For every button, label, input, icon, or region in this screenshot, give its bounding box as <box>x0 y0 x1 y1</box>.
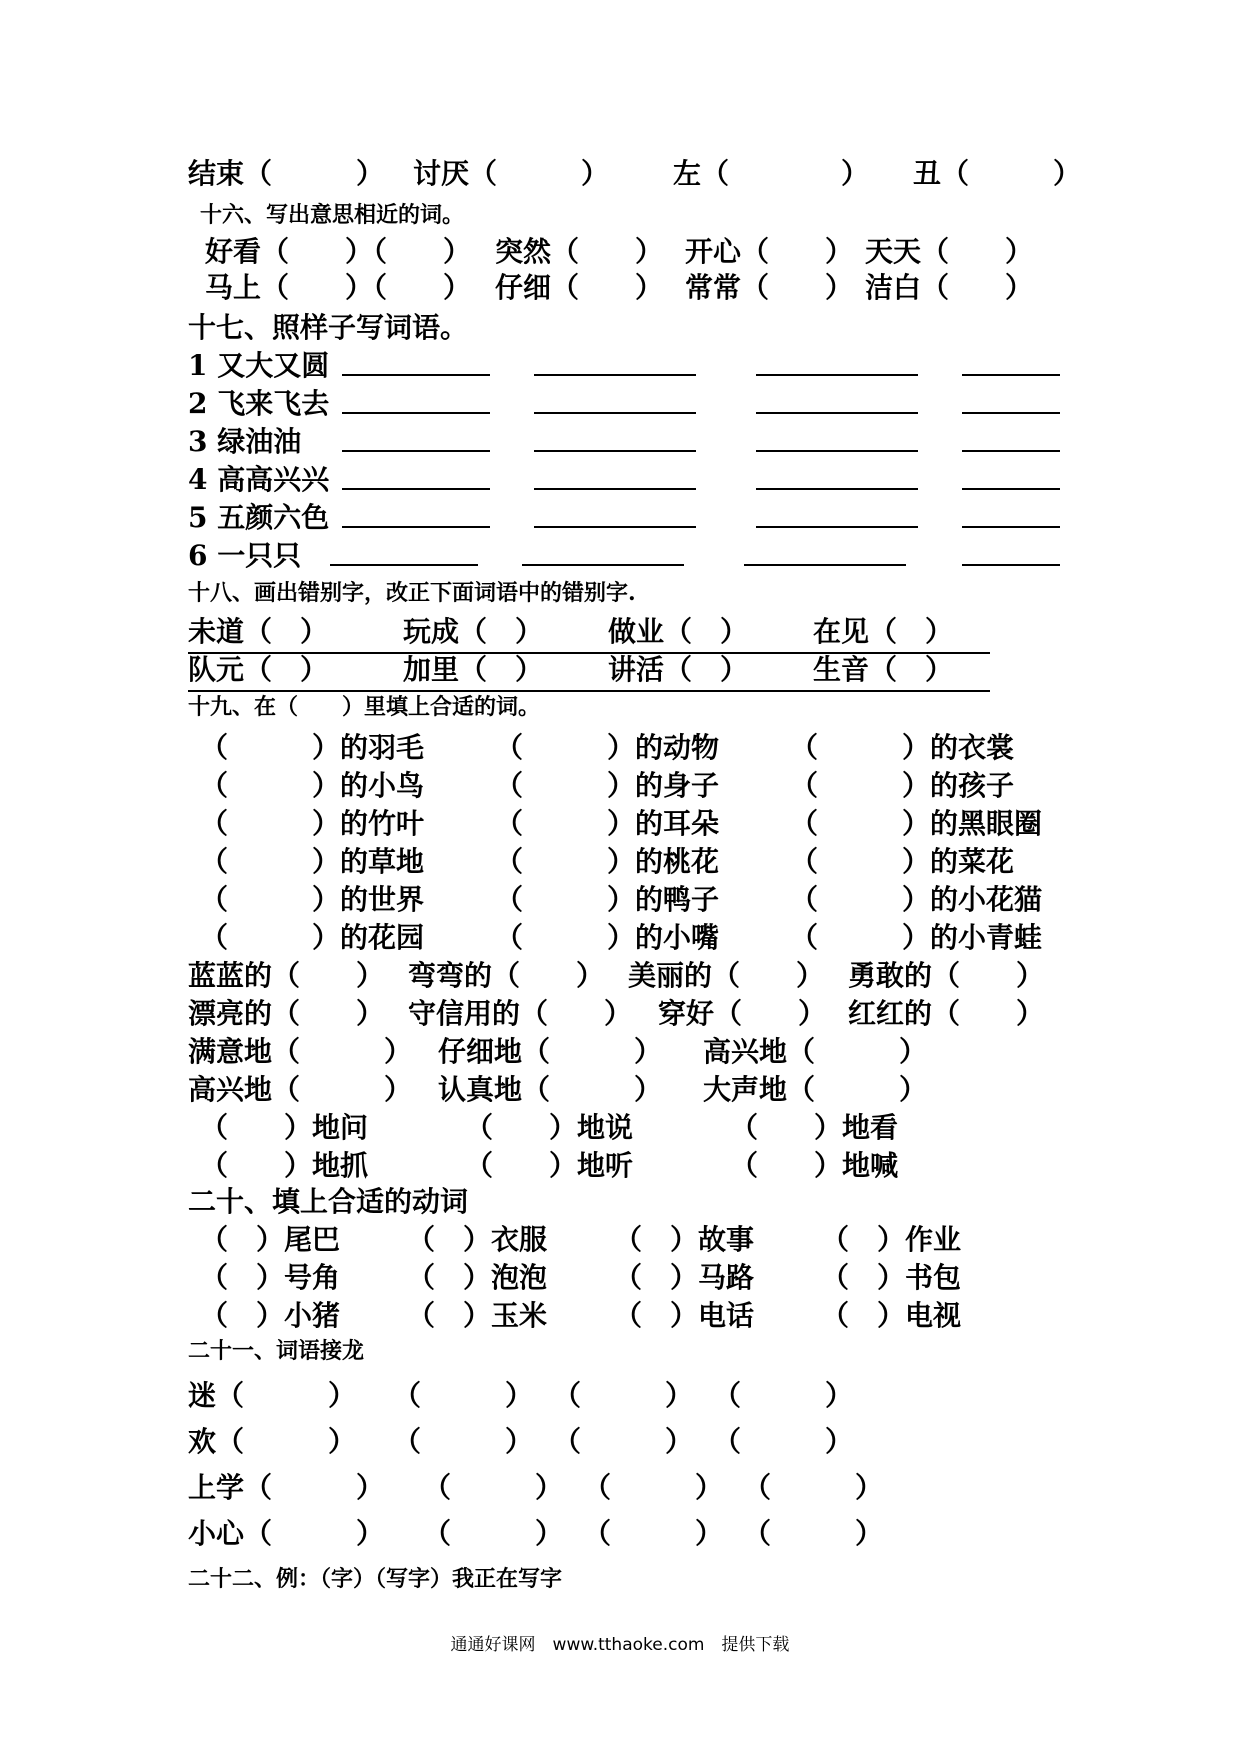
s15-item: 左（ ） <box>673 157 870 190</box>
s17-item: 6 一只只 <box>188 539 302 572</box>
fill-item: （ ）地说 <box>465 1111 634 1144</box>
fill-item: 仔细地（ ） <box>438 1035 663 1068</box>
fill-item: 红红的（ ） <box>848 997 1045 1030</box>
s16-title: 十六、写出意思相近的词。 <box>200 202 465 228</box>
verb-item: （ ）电话 <box>614 1299 755 1332</box>
chain-item: （ ） <box>583 1471 724 1504</box>
fill-item: （ ）地看 <box>730 1111 899 1144</box>
fill-item: （ ）的孩子 <box>790 769 1015 802</box>
typo-item: 加里（ ） <box>393 648 608 692</box>
answer-blank[interactable] <box>756 374 918 376</box>
fill-item: （ ）的身子 <box>495 769 720 802</box>
fill-item: （ ）的菜花 <box>790 845 1015 878</box>
fill-item: 守信用的（ ） <box>408 997 633 1030</box>
answer-blank[interactable] <box>756 526 918 528</box>
chain-item: （ ） <box>393 1425 534 1458</box>
fill-item: （ ）的小花猫 <box>790 883 1043 916</box>
synonym-item: 好看（ ）（ ） <box>205 235 472 268</box>
verb-item: （ ）作业 <box>821 1223 962 1256</box>
answer-blank[interactable] <box>342 526 490 528</box>
fill-item: （ ）的竹叶 <box>200 807 425 840</box>
verb-item: （ ）玉米 <box>407 1299 548 1332</box>
answer-blank[interactable] <box>522 564 684 566</box>
s18-title: 十八、画出错别字，改正下面词语中的错别字. <box>188 580 636 606</box>
s17-item: 2 飞来飞去 <box>188 387 330 420</box>
fill-item: （ ）的衣裳 <box>790 731 1015 764</box>
answer-blank[interactable] <box>744 564 906 566</box>
fill-item: 美丽的（ ） <box>628 959 825 992</box>
chain-item: （ ） <box>553 1425 694 1458</box>
fill-item: （ ）的小鸟 <box>200 769 425 802</box>
fill-item: 漂亮的（ ） <box>188 997 385 1030</box>
chain-item: （ ） <box>393 1379 534 1412</box>
answer-blank[interactable] <box>342 488 490 490</box>
fill-item: （ ）的小青蛙 <box>790 921 1043 954</box>
chain-item: 小心（ ） <box>188 1517 385 1550</box>
s20-title: 二十、填上合适的动词 <box>188 1185 469 1218</box>
s22-title: 二十二、例：（字）（写字）我正在写字 <box>188 1566 563 1592</box>
answer-blank[interactable] <box>534 412 696 414</box>
fill-item: 高兴地（ ） <box>188 1073 413 1106</box>
verb-item: （ ）小猪 <box>200 1299 341 1332</box>
answer-blank[interactable] <box>534 450 696 452</box>
answer-blank[interactable] <box>534 488 696 490</box>
chain-item: （ ） <box>583 1517 724 1550</box>
fill-item: （ ）的小嘴 <box>495 921 720 954</box>
typo-item: 队元（ ） <box>188 648 393 692</box>
fill-item: （ ）的草地 <box>200 845 425 878</box>
fill-item: 弯弯的（ ） <box>408 959 605 992</box>
fill-item: （ ）的羽毛 <box>200 731 425 764</box>
s21-title: 二十一、词语接龙 <box>188 1338 365 1364</box>
fill-item: 满意地（ ） <box>188 1035 413 1068</box>
fill-item: （ ）的耳朵 <box>495 807 720 840</box>
fill-item: （ ）地听 <box>465 1149 634 1182</box>
verb-item: （ ）故事 <box>614 1223 755 1256</box>
synonym-item: 开心（ ） <box>685 235 854 268</box>
answer-blank[interactable] <box>534 526 696 528</box>
s17-item: 4 高高兴兴 <box>188 463 330 496</box>
answer-blank[interactable] <box>342 412 490 414</box>
answer-blank[interactable] <box>756 488 918 490</box>
answer-blank[interactable] <box>962 412 1060 414</box>
synonym-item: 天天（ ） <box>865 235 1034 268</box>
fill-item: 高兴地（ ） <box>703 1035 928 1068</box>
chain-item: （ ） <box>743 1471 884 1504</box>
typo-item: 在见（ ） <box>803 610 990 654</box>
answer-blank[interactable] <box>330 564 478 566</box>
answer-blank[interactable] <box>962 450 1060 452</box>
answer-blank[interactable] <box>756 450 918 452</box>
chain-item: （ ） <box>423 1471 564 1504</box>
s17-item: 3 绿油油 <box>188 425 302 458</box>
s19-title: 十九、在（ ）里填上合适的词。 <box>188 694 541 720</box>
page-footer: 通通好课网 www.tthaoke.com 提供下载 <box>450 1635 790 1655</box>
verb-item: （ ）电视 <box>821 1299 962 1332</box>
chain-item: 欢（ ） <box>188 1425 357 1458</box>
verb-item: （ ）号角 <box>200 1261 341 1294</box>
s17-title: 十七、照样子写词语。 <box>188 311 469 344</box>
chain-item: （ ） <box>423 1517 564 1550</box>
s17-item: 5 五颜六色 <box>188 501 330 534</box>
typo-item: 生音（ ） <box>803 648 990 692</box>
chain-item: （ ） <box>743 1517 884 1550</box>
s15-item: 结束（ ） <box>188 157 385 190</box>
fill-item: （ ）地抓 <box>200 1149 369 1182</box>
fill-item: 认真地（ ） <box>438 1073 663 1106</box>
answer-blank[interactable] <box>534 374 696 376</box>
fill-item: （ ）的桃花 <box>495 845 720 878</box>
answer-blank[interactable] <box>962 526 1060 528</box>
verb-item: （ ）尾巴 <box>200 1223 341 1256</box>
answer-blank[interactable] <box>962 564 1060 566</box>
fill-item: （ ）的黑眼圈 <box>790 807 1043 840</box>
verb-item: （ ）衣服 <box>407 1223 548 1256</box>
fill-item: 蓝蓝的（ ） <box>188 959 385 992</box>
synonym-item: 常常（ ） <box>685 271 854 304</box>
s15-item: 讨厌（ ） <box>413 157 610 190</box>
chain-item: （ ） <box>713 1379 854 1412</box>
chain-item: 迷（ ） <box>188 1379 357 1412</box>
verb-item: （ ）泡泡 <box>407 1261 548 1294</box>
answer-blank[interactable] <box>962 374 1060 376</box>
typo-item: 做业（ ） <box>608 610 803 654</box>
chain-item: （ ） <box>553 1379 694 1412</box>
verb-item: （ ）马路 <box>614 1261 755 1294</box>
typo-item: 玩成（ ） <box>393 610 608 654</box>
answer-blank[interactable] <box>342 450 490 452</box>
synonym-item: 仔细（ ） <box>495 271 664 304</box>
chain-item: 上学（ ） <box>188 1471 385 1504</box>
answer-blank[interactable] <box>342 374 490 376</box>
synonym-item: 洁白（ ） <box>865 271 1034 304</box>
fill-item: （ ）的动物 <box>495 731 720 764</box>
fill-item: 大声地（ ） <box>703 1073 928 1106</box>
typo-item: 讲活（ ） <box>608 648 803 692</box>
answer-blank[interactable] <box>756 412 918 414</box>
typo-item: 未道（ ） <box>188 610 393 654</box>
synonym-item: 突然（ ） <box>495 235 664 268</box>
s15-item: 丑（ ） <box>913 157 1082 190</box>
answer-blank[interactable] <box>962 488 1060 490</box>
fill-item: （ ）的花园 <box>200 921 425 954</box>
fill-item: （ ）地问 <box>200 1111 369 1144</box>
fill-item: 穿好（ ） <box>658 997 827 1030</box>
s17-item: 1 又大又圆 <box>188 349 330 382</box>
synonym-item: 马上（ ）（ ） <box>205 271 472 304</box>
chain-item: （ ） <box>713 1425 854 1458</box>
fill-item: 勇敢的（ ） <box>848 959 1045 992</box>
verb-item: （ ）书包 <box>821 1261 962 1294</box>
fill-item: （ ）地喊 <box>730 1149 899 1182</box>
fill-item: （ ）的世界 <box>200 883 425 916</box>
fill-item: （ ）的鸭子 <box>495 883 720 916</box>
